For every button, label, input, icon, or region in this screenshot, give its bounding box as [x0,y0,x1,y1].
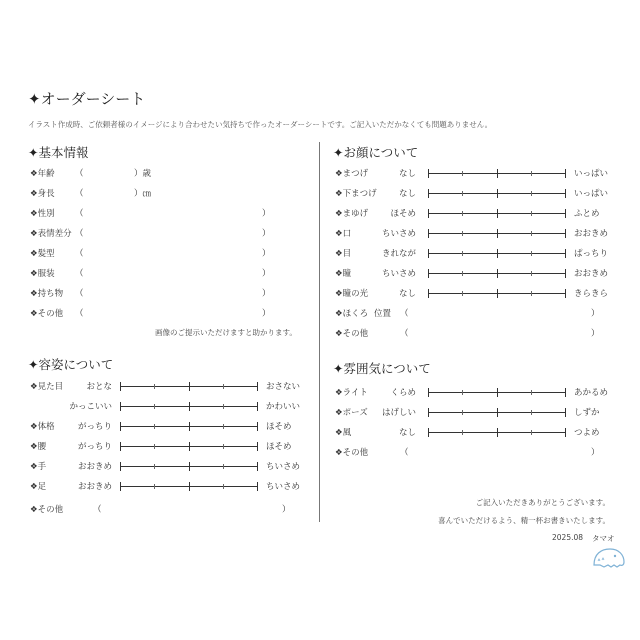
appearance-row-label: ❖足 [30,482,47,492]
face-left-label: なし [398,169,416,179]
appearance-scale[interactable] [120,382,258,391]
basic-field-label: ❖身長 [30,189,55,199]
scale-tick [154,404,155,409]
face-heading: ✦お顔について [333,145,419,160]
mood-left-label: はげしい [381,408,416,418]
scale-tick [257,462,258,471]
basic-field-close: ） [262,289,271,299]
basic-field-label: ❖服装 [30,269,55,279]
appearance-scale[interactable] [120,462,258,471]
basic-field-label: ❖性別 [30,209,55,219]
appearance-other-close: ） [282,505,291,515]
face-scale[interactable] [428,169,566,178]
scale-tick [462,251,463,256]
scale-tick [497,269,498,278]
scale-tick [565,189,566,198]
face-left-label: なし [398,189,416,199]
face-row-label: ❖まつげ [335,169,369,179]
mole-open: （ [400,309,409,319]
scale-tick [223,384,224,389]
appearance-left-label: がっちり [77,422,112,432]
face-scale[interactable] [428,209,566,218]
scale-tick [154,424,155,429]
face-other-open: （ [400,329,409,339]
scale-tick [189,482,190,491]
face-right-label: いっぱい [574,189,609,199]
mood-other-label: ❖その他 [335,448,369,458]
basic-info-note: 画像のご提示いただけますと助かります。 [155,328,297,337]
scale-tick [497,289,498,298]
face-scale[interactable] [428,189,566,198]
scale-tick [497,408,498,417]
mood-heading: ✦雰囲気について [333,361,431,376]
scale-tick [223,464,224,469]
scale-tick [189,422,190,431]
scale-tick [531,390,532,395]
basic-field-open: （ [75,289,84,299]
scale-tick [565,289,566,298]
scale-tick [189,402,190,411]
scale-tick [497,209,498,218]
scale-tick [120,462,121,471]
scale-tick [497,229,498,238]
appearance-scale[interactable] [120,422,258,431]
appearance-right-label: かわいい [266,402,301,412]
scale-tick [257,402,258,411]
face-scale[interactable] [428,269,566,278]
appearance-left-label: おおきめ [77,462,112,472]
appearance-scale[interactable] [120,482,258,491]
scale-tick [189,462,190,471]
scale-tick [223,424,224,429]
mole-label: ❖ほくろ [335,309,369,319]
column-divider [319,142,320,522]
face-row-label: ❖口 [335,229,352,239]
scale-tick [497,249,498,258]
mood-row-label: ❖風 [335,428,352,438]
appearance-row-label: ❖体格 [30,422,55,432]
mood-scale[interactable] [428,428,566,437]
basic-field-open: （ [75,269,84,279]
appearance-other-label: ❖その他 [30,505,64,515]
scale-tick [497,169,498,178]
basic-field-label: ❖表情差分 [30,229,72,239]
mood-other-open: （ [400,448,409,458]
scale-tick [565,249,566,258]
scale-tick [462,271,463,276]
mood-right-label: つよめ [574,428,600,438]
scale-tick [531,171,532,176]
scale-tick [531,211,532,216]
appearance-right-label: おさない [266,382,301,392]
basic-field-open: （ [75,209,84,219]
basic-field-open: （ [75,189,84,199]
face-right-label: ふとめ [574,209,600,219]
scale-tick [428,169,429,178]
scale-tick [154,444,155,449]
appearance-row-label: ❖見た目 [30,382,64,392]
scale-tick [223,444,224,449]
face-row-label: ❖下まつげ [335,189,377,199]
scale-tick [428,189,429,198]
mood-row-label: ❖ポーズ [335,408,368,418]
scale-tick [428,209,429,218]
mood-other-close: ） [591,448,600,458]
basic-info-heading: ✦基本情報 [28,145,89,160]
scale-tick [189,442,190,451]
appearance-row-label: ❖腰 [30,442,47,452]
scale-tick [428,289,429,298]
face-row-label: ❖瞳の光 [335,289,369,299]
scale-tick [257,422,258,431]
scale-tick [154,464,155,469]
appearance-left-label: おおきめ [77,482,112,492]
intro-text: イラスト作成時、ご依頼者様のイメージにより合わせたい気持ちで作ったオーダーシートです。ご記入いただかなくても問題ありません。 [28,120,493,129]
mole-close: ） [591,309,600,319]
closing-author: タマオ [592,534,615,543]
closing-thanks: ご記入いただきありがとうございます。 [475,498,610,507]
mood-left-label: くらめ [390,388,416,398]
face-scale[interactable] [428,229,566,238]
scale-tick [120,382,121,391]
scale-tick [120,442,121,451]
scale-tick [497,388,498,397]
page-title: ✦オーダーシート [28,90,146,108]
face-other-label: ❖その他 [335,329,369,339]
appearance-heading: ✦容姿について [28,357,114,372]
basic-field-label: ❖髪型 [30,249,55,259]
scale-tick [565,408,566,417]
face-scale[interactable] [428,289,566,298]
scale-tick [257,442,258,451]
basic-field-open: （ [75,309,84,319]
scale-tick [428,388,429,397]
basic-field-open: （ [75,169,84,179]
appearance-scale[interactable] [120,442,258,451]
mascot-stamp-icon [590,545,630,569]
scale-tick [497,189,498,198]
scale-tick [462,410,463,415]
scale-tick [531,410,532,415]
scale-tick [497,428,498,437]
scale-tick [531,291,532,296]
mood-right-label: しずか [574,408,600,418]
scale-tick [531,251,532,256]
scale-tick [531,191,532,196]
scale-tick [462,231,463,236]
basic-field-close: ） [262,269,271,279]
face-right-label: いっぱい [574,169,609,179]
scale-tick [120,402,121,411]
scale-tick [428,229,429,238]
scale-tick [531,231,532,236]
closing-promise: 喜んでいただけるよう、精一杯お書きいたします。 [438,516,610,525]
face-other-close: ） [591,329,600,339]
basic-field-close: ） [262,209,271,219]
basic-field-close: ）㎝ [134,189,152,199]
appearance-left-label: がっちり [77,442,112,452]
scale-tick [565,269,566,278]
basic-field-label: ❖持ち物 [30,289,64,299]
basic-field-close: ）歳 [134,169,152,179]
mole-position-label: 位置 [374,309,392,319]
face-left-label: なし [398,289,416,299]
scale-tick [531,430,532,435]
basic-field-label: ❖年齢 [30,169,55,179]
scale-tick [565,428,566,437]
face-left-label: ちいさめ [381,229,416,239]
basic-field-close: ） [262,309,271,319]
appearance-scale[interactable] [120,402,258,411]
scale-tick [462,291,463,296]
scale-tick [428,269,429,278]
basic-field-label: ❖その他 [30,309,64,319]
appearance-left-label: かっこいい [69,402,112,412]
scale-tick [565,209,566,218]
scale-tick [428,408,429,417]
face-right-label: きらきら [574,289,609,299]
mood-scale[interactable] [428,388,566,397]
appearance-row-label: ❖手 [30,462,47,472]
scale-tick [462,191,463,196]
face-row-label: ❖目 [335,249,352,259]
scale-tick [428,428,429,437]
basic-field-close: ） [262,229,271,239]
appearance-right-label: ちいさめ [266,482,301,492]
scale-tick [120,422,121,431]
scale-tick [565,169,566,178]
face-row-label: ❖まゆげ [335,209,369,219]
face-left-label: ほそめ [390,209,416,219]
scale-tick [189,382,190,391]
scale-tick [257,382,258,391]
scale-tick [462,171,463,176]
scale-tick [462,211,463,216]
appearance-other-open: （ [93,505,102,515]
scale-tick [565,388,566,397]
face-left-label: ちいさめ [381,269,416,279]
closing-date: 2025.08 [552,533,584,542]
face-row-label: ❖瞳 [335,269,352,279]
scale-tick [223,484,224,489]
scale-tick [565,229,566,238]
scale-tick [428,249,429,258]
scale-tick [462,390,463,395]
scale-tick [154,484,155,489]
basic-field-close: ） [262,249,271,259]
appearance-right-label: ちいさめ [266,462,301,472]
face-left-label: きれなが [381,249,416,259]
scale-tick [120,482,121,491]
face-right-label: おおきめ [574,229,609,239]
face-scale[interactable] [428,249,566,258]
scale-tick [223,404,224,409]
mood-left-label: なし [398,428,416,438]
mood-right-label: あかるめ [574,388,609,398]
scale-tick [531,271,532,276]
face-right-label: ぱっちり [574,249,609,259]
mood-row-label: ❖ライト [335,388,368,398]
mood-scale[interactable] [428,408,566,417]
basic-field-open: （ [75,229,84,239]
appearance-right-label: ほそめ [266,442,292,452]
face-right-label: おおきめ [574,269,609,279]
appearance-right-label: ほそめ [266,422,292,432]
scale-tick [257,482,258,491]
scale-tick [154,384,155,389]
basic-field-open: （ [75,249,84,259]
scale-tick [462,430,463,435]
appearance-left-label: おとな [86,382,112,392]
